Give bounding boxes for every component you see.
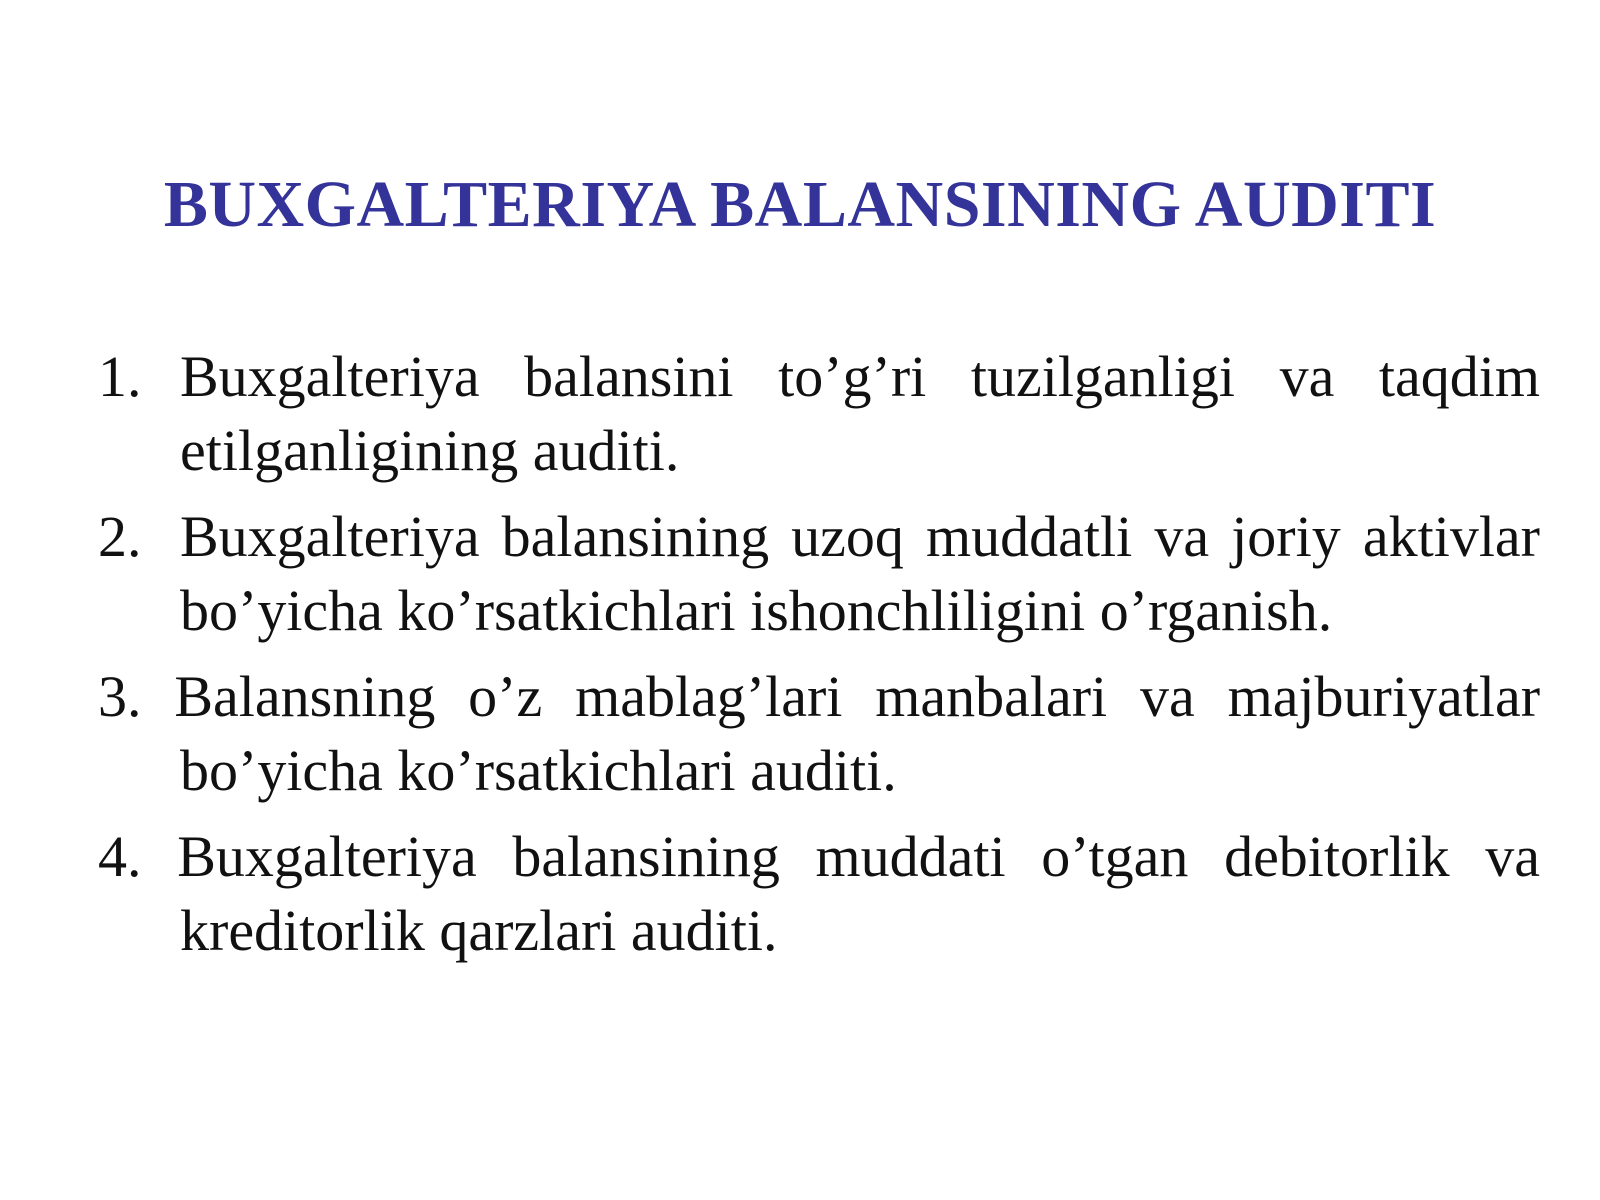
numbered-list bbox=[98, 340, 1540, 980]
list-item bbox=[98, 820, 1540, 968]
list-item bbox=[98, 500, 1540, 648]
list-item bbox=[98, 660, 1540, 808]
list-item-number: 1. bbox=[98, 344, 142, 409]
list-item-text: Buxgalteriya balansining uzoq muddatli va joriy aktivlar bo’yicha ko’rsatkichlari ishonchliligini o’rganish. bbox=[180, 504, 1540, 643]
list-item-text: Balansning o’z mablag’lari manbalari va majburiyatlar bo’yicha ko’rsatkichlari auditi. bbox=[174, 664, 1541, 803]
list-item-text: Buxgalteriya balansining muddati o’tgan debitorlik va kreditorlik qarzlari auditi. bbox=[177, 824, 1541, 963]
slide-title: BUXGALTERIYA BALANSINING AUDITI bbox=[163, 168, 1437, 241]
list-item-number: 2. bbox=[98, 504, 142, 569]
list-item-text: Buxgalteriya balansini to’g’ri tuzilganligi va taqdim etilganligining auditi. bbox=[180, 344, 1540, 483]
list-item-number: 3. bbox=[98, 664, 142, 729]
list-item bbox=[98, 340, 1540, 488]
list-item-number: 4. bbox=[98, 824, 142, 889]
